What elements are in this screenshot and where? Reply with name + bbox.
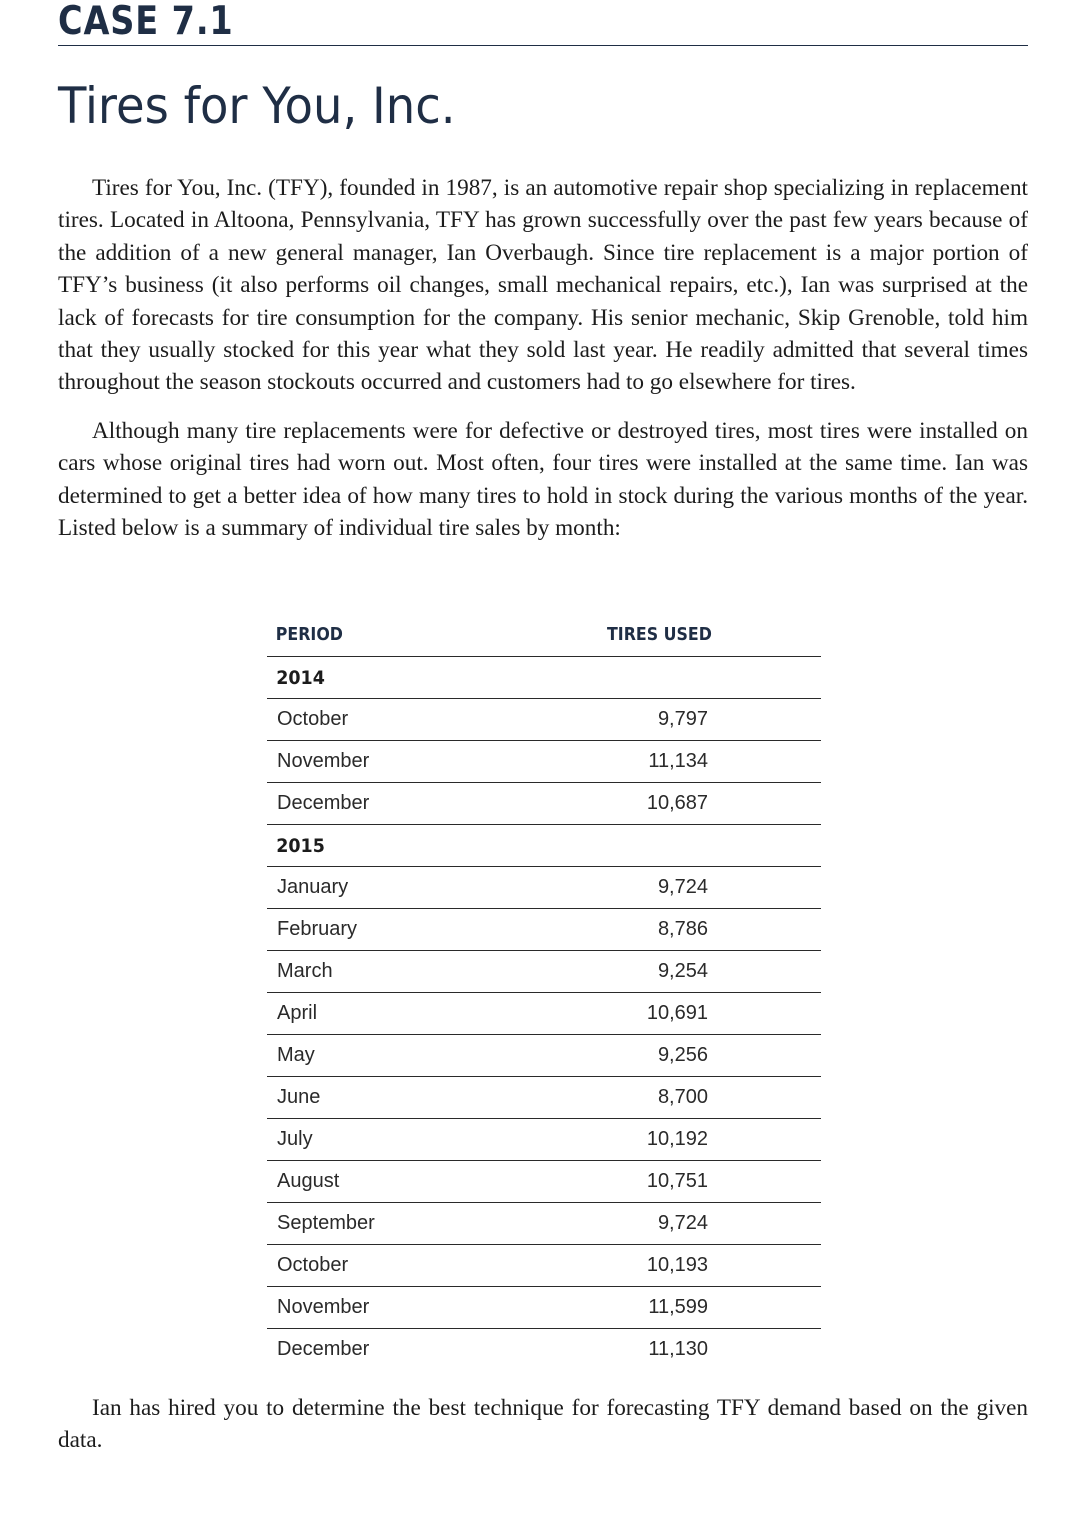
header-tires-used: TIRES USED [607,623,712,645]
table-row [267,1077,821,1119]
table-row [267,1035,821,1077]
table-row [267,699,821,741]
month-cell: September [277,1212,375,1234]
month-cell: December [277,1338,370,1360]
header-period: PERIOD [275,623,343,645]
month-cell: November [277,1296,370,1318]
table-row [267,783,821,825]
table-row [267,1119,821,1161]
table-row [267,951,821,993]
paragraph-intro: Tires for You, Inc. (TFY), founded in 1987, is an automotive repair shop specializing in replacement tires. Located in Altoona, Pennsylvania, TFY has grown successfully over the past few years because of the addition of a new general manager, Ian Overbaugh. Since tire replacement is a major portion of TFY’s business (it also performs oil changes, small mechanical repairs, etc.), Ian was surprised at the lack of forecasts for tire consumption for the company. His senior mechanic, Skip Grenoble, told him that they usually stocked for this year what they sold last year. He readily admitted that several times throughout the season stockouts occurred and customers had to go elsewhere for tires. [58,175,1028,396]
table-row [267,993,821,1035]
month-cell: April [277,1002,318,1024]
year-label: 2015 [276,834,325,857]
month-cell: July [277,1128,313,1150]
tires-used-cell: 10,751 [646,1170,708,1192]
table-row [267,1203,821,1245]
month-cell: October [277,708,349,730]
month-cell: May [277,1044,315,1066]
month-cell: June [277,1086,321,1108]
table-row [267,1161,821,1203]
tires-used-cell: 11,134 [648,750,708,772]
tires-used-cell: 9,724 [657,876,708,898]
case-rule [58,45,1028,46]
year-label: 2014 [276,666,325,689]
tires-used-cell: 9,724 [657,1212,708,1234]
table-row [267,909,821,951]
table-row [267,1287,821,1329]
month-cell: March [277,960,333,982]
year-row-2014 [267,657,821,699]
tires-used-cell: 10,691 [646,1002,708,1024]
month-cell: December [277,792,370,814]
page [58,0,1028,1454]
tires-used-cell: 9,797 [657,708,708,730]
tires-used-cell: 8,786 [657,918,708,940]
page-title: Tires for You, Inc. [58,77,456,135]
paragraph-task: Ian has hired you to determine the best technique for forecasting TFY demand based on the given data. [58,1395,1028,1454]
tires-used-cell: 9,254 [657,960,708,982]
tires-used-cell: 11,599 [648,1296,708,1318]
tires-used-cell: 10,687 [646,792,708,814]
tires-used-cell: 9,256 [657,1044,708,1066]
table-row [267,1329,821,1370]
table-header [267,612,821,657]
table-row [267,867,821,909]
month-cell: January [277,876,349,898]
table-row [267,741,821,783]
table-row [267,1245,821,1287]
tires-used-cell: 10,192 [646,1128,708,1150]
month-cell: February [277,918,358,940]
month-cell: August [277,1170,340,1192]
tires-used-cell: 10,193 [646,1254,708,1276]
tires-used-cell: 8,700 [657,1086,708,1108]
year-row-2015 [267,825,821,867]
month-cell: October [277,1254,349,1276]
case-label: CASE 7.1 [58,0,234,44]
tires-used-cell: 11,130 [648,1338,708,1360]
paragraph-background: Although many tire replacements were for defective or destroyed tires, most tires were installed on cars whose original tires had worn out. Most often, four tires were installed at the same time. Ian was determined to get a better idea of how many tires to hold in stock during the various months of the year. Listed below is a summary of individual tire sales by month: [58,417,1028,542]
tire-sales-table [267,612,821,1370]
month-cell: November [277,750,370,772]
